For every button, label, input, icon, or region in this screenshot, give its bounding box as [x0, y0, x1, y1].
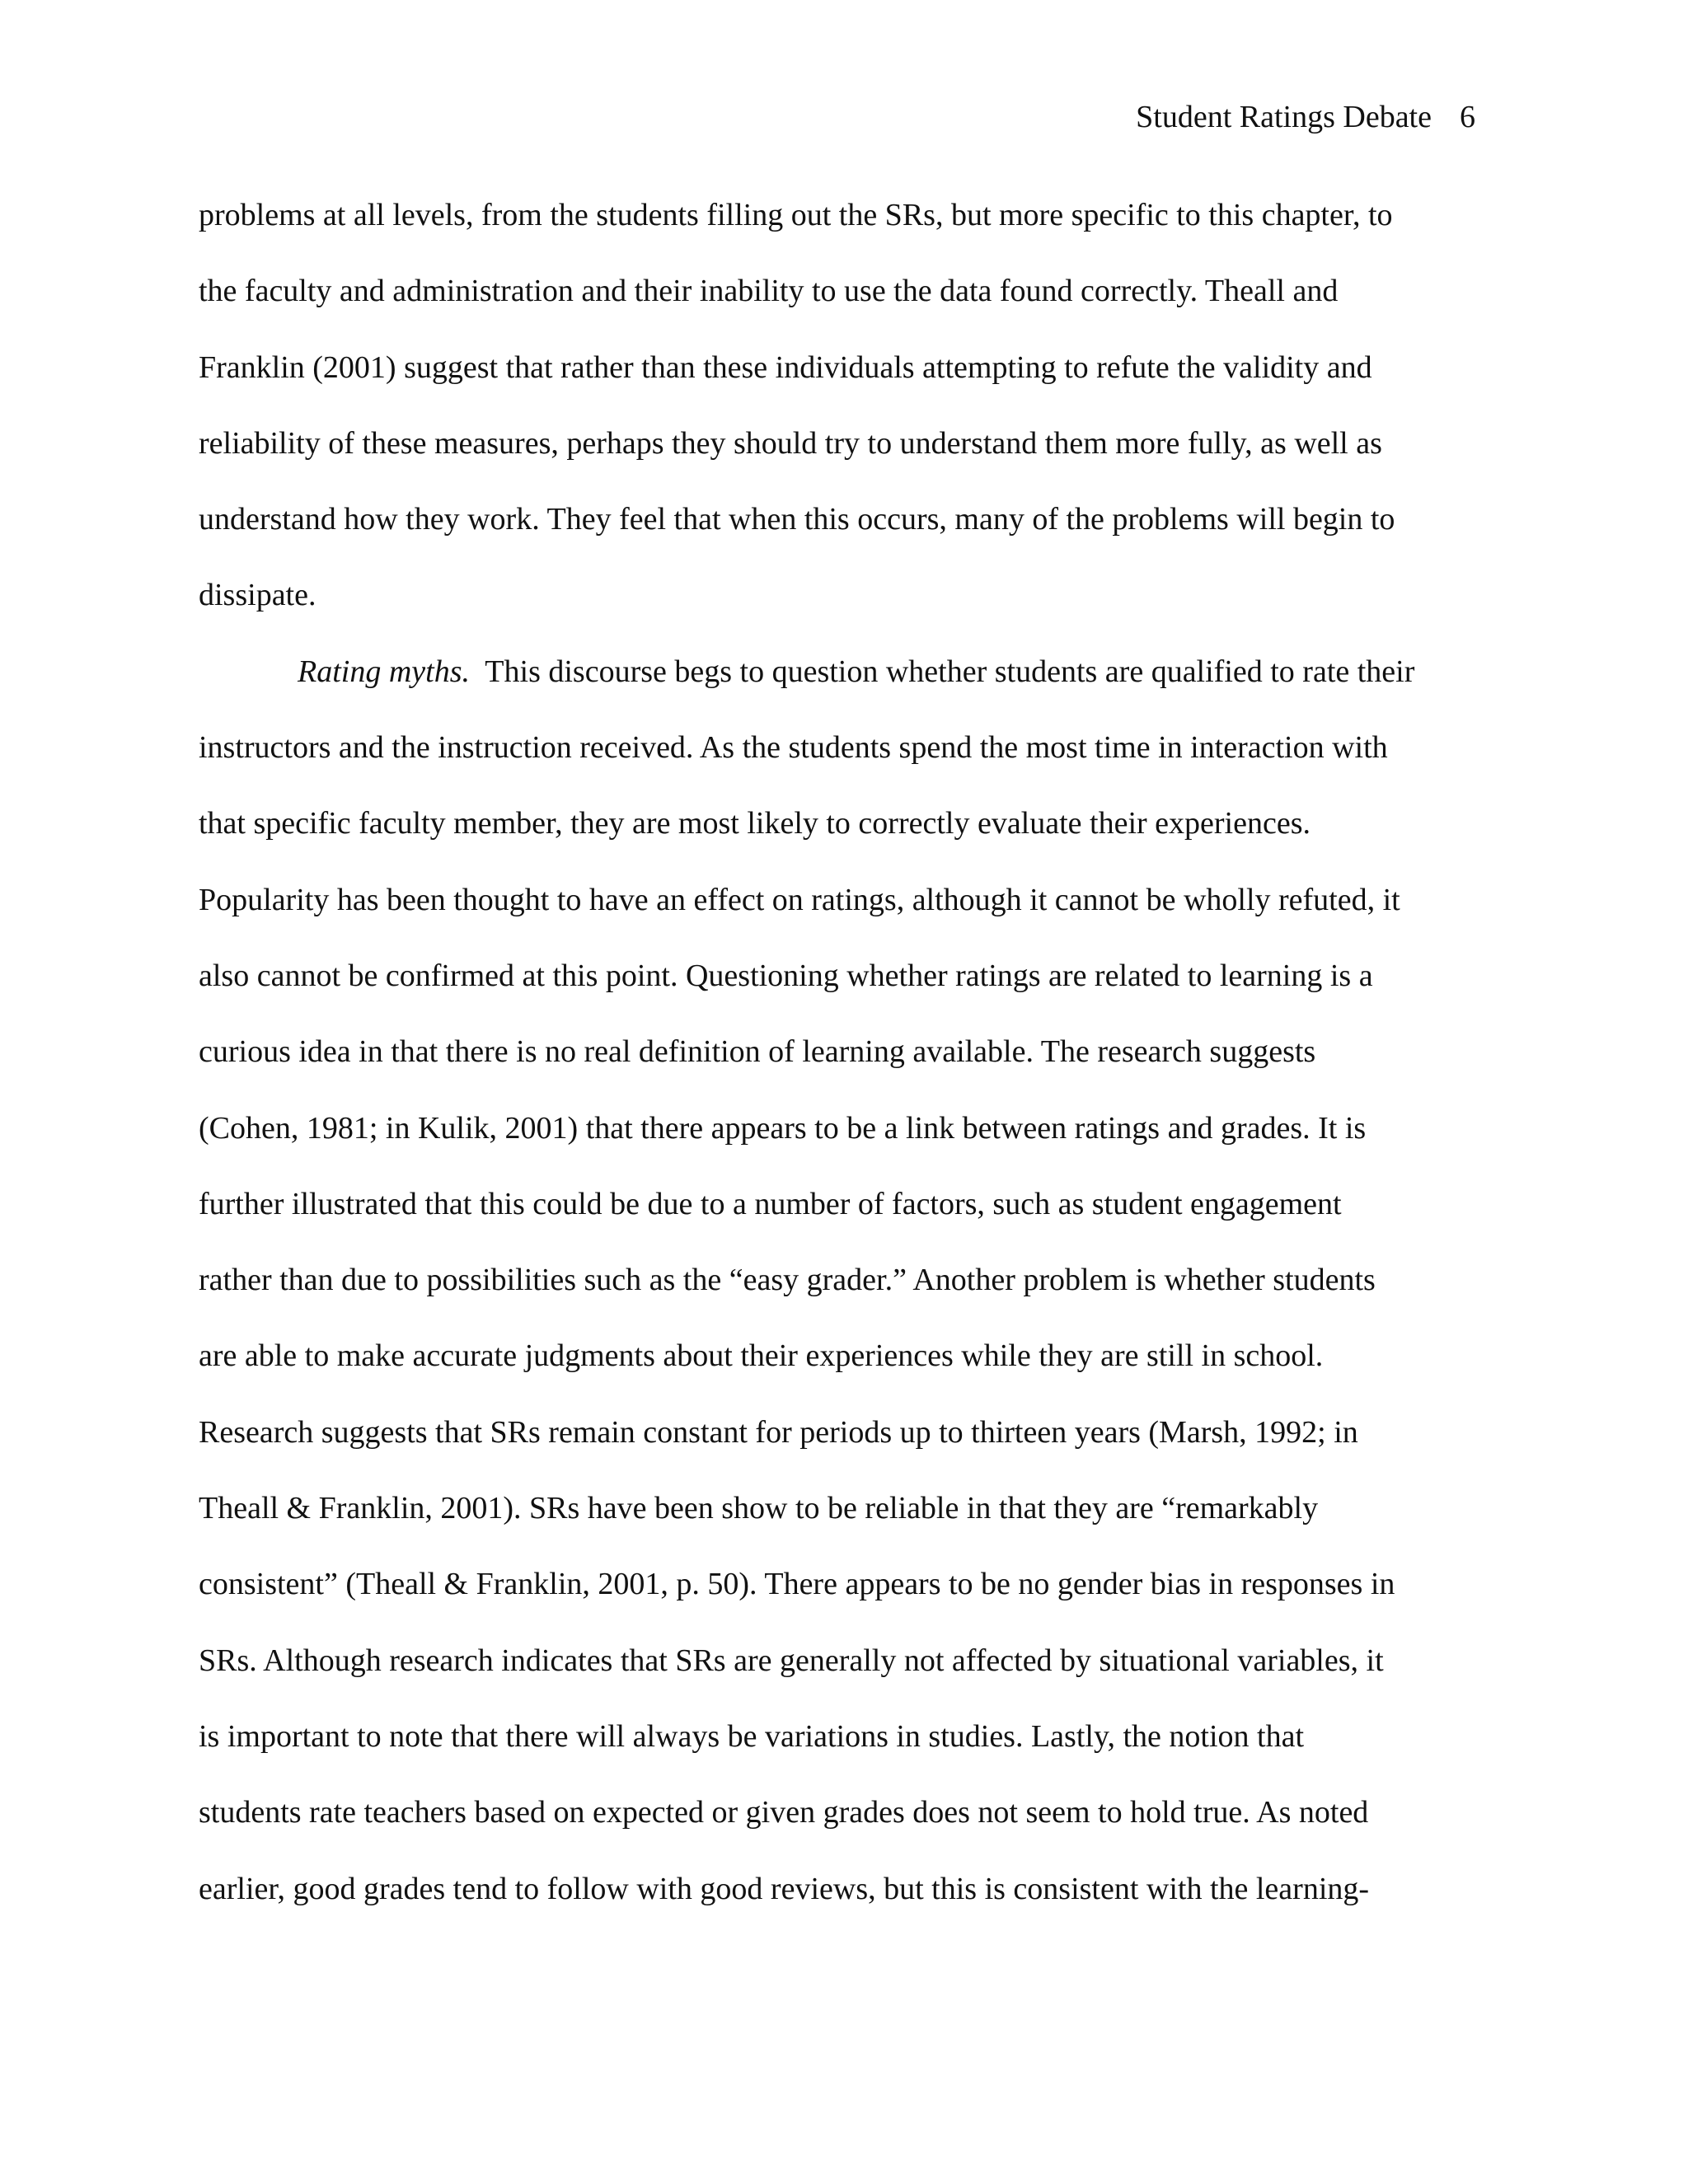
text-line: instructors and the instruction received. As the students spend the most time in interaction with	[199, 730, 1388, 766]
text-line: Theall & Franklin, 2001). SRs have been show to be reliable in that they are “remarkably	[199, 1491, 1319, 1526]
text-line: Popularity has been thought to have an effect on ratings, although it cannot be wholly refuted, it	[199, 882, 1400, 917]
page-number: 6	[1460, 100, 1475, 134]
text-line: understand how they work. They feel that when this occurs, many of the problems will begin to	[199, 502, 1395, 537]
text-line: that specific faculty member, they are most likely to correctly evaluate their experiences.	[199, 806, 1311, 841]
running-head	[1136, 97, 1475, 137]
section-heading: Rating myths.	[298, 654, 470, 689]
text-line: reliability of these measures, perhaps they should try to understand them more fully, as well as	[199, 425, 1382, 461]
body-text	[199, 195, 1501, 1945]
text-line: consistent” (Theall & Franklin, 2001, p. 50). There appears to be no gender bias in responses in	[199, 1567, 1395, 1602]
text-line: curious idea in that there is no real definition of learning available. The research suggests	[199, 1034, 1316, 1070]
text-line: are able to make accurate judgments about their experiences while they are still in school.	[199, 1338, 1324, 1374]
paragraph-heading-line	[199, 652, 1501, 728]
text-line: SRs. Although research indicates that SRs are generally not affected by situational variables, it	[199, 1643, 1384, 1678]
running-head-title: Student Ratings Debate	[1136, 100, 1432, 134]
text-line: Franklin (2001) suggest that rather than these individuals attempting to refute the validity and	[199, 349, 1372, 385]
text-line: rather than due to possibilities such as the “easy grader.” Another problem is whether students	[199, 1263, 1376, 1298]
text-line: further illustrated that this could be due to a number of factors, such as student engagement	[199, 1186, 1342, 1221]
text-line: problems at all levels, from the students filling out the SRs, but more specific to this chapter, to	[199, 198, 1393, 232]
text-line: students rate teachers based on expected or given grades does not seem to hold true. As noted	[199, 1795, 1369, 1830]
text-line: is important to note that there will always be variations in studies. Lastly, the notion that	[199, 1718, 1305, 1754]
text-line: earlier, good grades tend to follow with good reviews, but this is consistent with the learning-	[199, 1871, 1370, 1906]
text-line: the faculty and administration and their inability to use the data found correctly. Theall and	[199, 274, 1339, 309]
text-line: (Cohen, 1981; in Kulik, 2001) that there appears to be a link between ratings and grades. It is	[199, 1110, 1367, 1146]
text-line: also cannot be confirmed at this point. Questioning whether ratings are related to learning is a	[199, 958, 1373, 993]
text-line: Research suggests that SRs remain constant for periods up to thirteen years (Marsh, 1992; in	[199, 1414, 1358, 1450]
text-line: dissipate.	[199, 578, 316, 613]
heading-line-text: This discourse begs to question whether students are qualified to rate their	[469, 654, 1415, 689]
